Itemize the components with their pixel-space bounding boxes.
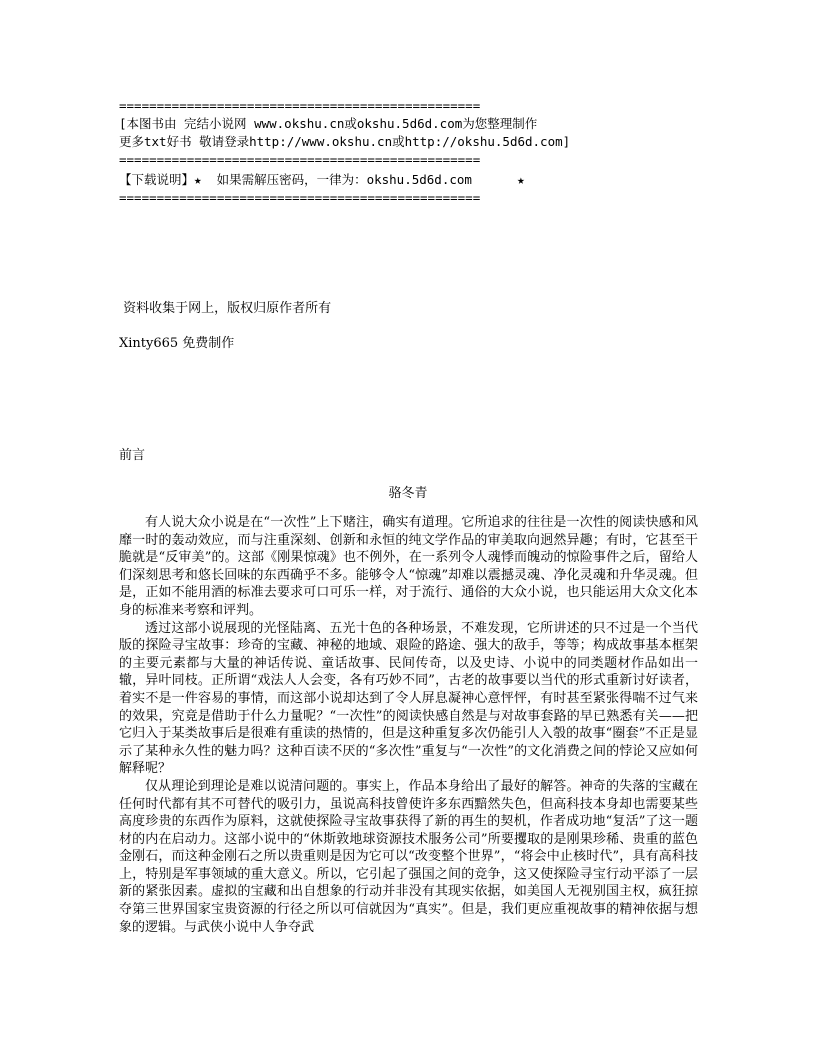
paragraph: 透过这部小说展现的光怪陆离、五光十色的各种场景，不难发现，它所讲述的只不过是一个当代版的探险寻宝故事：珍奇的宝藏、神秘的地域、艰险的路途、强大的敌手，等等；构成故事基本框架的主要元素都与大量的神话传说、童话故事、民间传奇，以及史诗、小说中的同类题材作品如出一辙，异叶同枝。正所谓“戏法人人会变，各有巧妙不同”，古老的故事要以当代的形式重新讨好读者，着实不是一件容易的事情，而这部小说却达到了令人屏息凝神心意怦怦，有时甚至紧张得喘不过气来的效果，究竟是借助于什么力量呢？“一次性”的阅读快感自然是与对故事套路的早已熟悉有关——把它归入于某类故事后是很难有重读的热情的，但是这种重复多次仍能引人入彀的故事“圈套”不正是显示了某种永久性的魅力吗？这种百读不厌的“多次性”重复与“一次性”的文化消费之间的悖论又应如何解释呢？	[119, 620, 698, 777]
credits-collected: 资料收集于网上，版权归原作者所有	[119, 301, 332, 316]
paragraph: 有人说大众小说是在“一次性”上下赌注，确实有道理。它所追求的往往是一次性的阅读快感和风靡一时的轰动效应，而与注重深刻、创新和永恒的纯文学作品的审美取向迥然异趣；有时，它甚至干脆就是“反审美”的。这部《刚果惊魂》也不例外，在一系列令人魂悸而魄动的惊险事件之后，留给人们深刻思考和悠长回味的东西确乎不多。能够令人“惊魂”却难以震撼灵魂、净化灵魂和升华灵魂。但是，正如不能用酒的标准去要求可口可乐一样，对于流行、通俗的大众小说，也只能运用大众文化本身的标准来考察和评判。	[119, 515, 698, 618]
preface-heading: 前言	[119, 448, 146, 463]
header-separator-bottom: ================================================	[119, 190, 481, 205]
preface-author: 骆冬青	[388, 486, 428, 501]
header-separator-top: ================================================	[119, 98, 481, 113]
header-line-2: 更多txt好书 敬请登录http://www.okshu.cn或http://okshu.5d6d.com]	[119, 134, 571, 149]
credits-maker: Xinty665 免费制作	[119, 336, 235, 351]
download-note: 【下载说明】★ 如果需解压密码，一律为：okshu.5d6d.com ★	[119, 172, 525, 187]
paragraph: 仅从理论到理论是难以说清问题的。事实上，作品本身给出了最好的解答。神奇的失落的宝藏在任何时代都有其不可替代的吸引力，虽说高科技曾使许多东西黯然失色，但高科技本身却也需要某些高度珍贵的东西作为原料，这就使探险寻宝故事获得了新的再生的契机，作者成功地“复活”了这一题材的内在启动力。这部小说中的“休斯敦地球资源技术服务公司”所要攫取的是刚果珍稀、贵重的蓝色金刚石，而这种金刚石之所以贵重则是因为它可以“改变整个世界”，“将会中止核时代”，具有高科技上，特别是军事领域的重大意义。所以，它引起了强国之间的竞争，这又使探险寻宝行动平添了一层新的紧张因素。虚拟的宝藏和出自想象的行动并非没有其现实依据，如美国人无视别国主权，疯狂掠夺第三世界国家宝贵资源的行径之所以可信就因为“真实”。但是，我们更应重视故事的精神依据与想象的逻辑。与武侠小说中人争夺武	[119, 778, 698, 935]
preface-body	[119, 514, 698, 936]
header-separator-middle: ================================================	[119, 152, 481, 167]
header-line-1: [本图书由 完结小说网 www.okshu.cn或okshu.5d6d.com为您整理制作	[119, 116, 538, 131]
